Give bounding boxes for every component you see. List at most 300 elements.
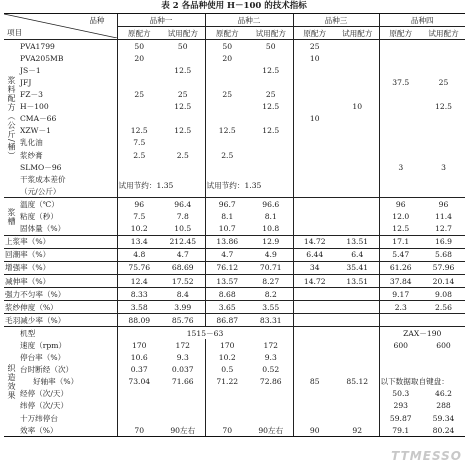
value-cell: 11.4 (435, 212, 452, 222)
value-cell: 2.5 (205, 149, 249, 161)
value-cell: 7.5 (117, 137, 161, 149)
value-cell (336, 288, 379, 301)
value-cell: 2.5 (176, 150, 189, 160)
item-label: 纬停（次/天） (20, 401, 69, 411)
value-cell: 34 (293, 261, 336, 274)
weaving-row (4, 352, 465, 364)
value-cell (293, 101, 336, 113)
value-cell: 8.4 (161, 288, 205, 301)
value-cell: 17.1 (379, 235, 422, 248)
value-cell (336, 364, 379, 376)
value-cell: 85.76 (161, 314, 205, 327)
value-cell: 4.7 (161, 248, 205, 261)
value-cell (379, 64, 422, 76)
value-cell: 10.6 (117, 352, 161, 364)
value-cell (379, 314, 422, 327)
value-cell: 17.52 (161, 274, 205, 287)
value-cell: 46.2 (435, 389, 452, 399)
value-cell: 96.7 (205, 198, 249, 211)
value-cell (161, 113, 205, 125)
value-cell (336, 339, 379, 351)
value-cell (379, 40, 422, 53)
value-cell (293, 388, 336, 400)
value-cell (379, 52, 422, 64)
value-cell (161, 412, 205, 424)
value-cell: 12.0 (379, 211, 422, 223)
value-cell (117, 412, 161, 424)
value-cell (422, 125, 465, 137)
value-cell: 0.52 (262, 365, 280, 375)
value-cell (422, 52, 465, 64)
section-slurry-label: 浆料配方（公斤/桶） (4, 40, 19, 198)
value-cell: 172 (263, 340, 278, 350)
value-cell: 35.41 (336, 261, 379, 274)
value-cell: 13.57 (205, 274, 249, 287)
value-cell: 8.2 (249, 288, 293, 301)
value-cell (117, 400, 161, 412)
value-cell (205, 113, 249, 125)
value-cell: 600 (379, 339, 422, 351)
item-label: 浆纱伸度（%） (4, 301, 117, 314)
formula-header: 原配方 (379, 27, 422, 40)
value-cell: 96 (117, 198, 161, 211)
slurry-row (4, 161, 465, 173)
item-label: 机型 (20, 328, 36, 338)
value-cell (336, 211, 379, 223)
value-cell: 25 (438, 78, 449, 88)
slurry-row (4, 52, 465, 64)
item-label: 十万纬停台 (20, 413, 58, 423)
value-cell: 12.5 (435, 102, 452, 112)
value-cell: 59.87 (379, 412, 422, 424)
value-cell: 10.8 (249, 223, 293, 236)
item-label: 效率（%） (19, 424, 117, 437)
value-cell: 50 (117, 40, 161, 53)
performance-row (4, 288, 465, 301)
value-cell: 6.4 (336, 248, 379, 261)
value-cell: 14.72 (293, 274, 336, 287)
value-cell: 288 (436, 401, 451, 411)
value-cell (336, 198, 379, 211)
value-cell (336, 89, 379, 101)
value-cell: 0.037 (171, 365, 194, 375)
value-cell: 12.5 (174, 102, 192, 112)
item-label: JS－1 (20, 65, 41, 75)
value-cell: 10.7 (205, 223, 249, 236)
item-label: 毛羽减少率（%） (4, 314, 117, 327)
value-cell: 96 (379, 198, 422, 211)
performance-row (4, 301, 465, 314)
value-cell: 76.12 (205, 261, 249, 274)
value-cell (422, 113, 465, 125)
value-cell: 68.69 (161, 261, 205, 274)
formula-header: 试用配方 (161, 27, 205, 40)
item-label: CMA－66 (20, 114, 57, 124)
item-label: 干浆成本差价 (20, 174, 66, 184)
value-cell: 9.17 (379, 288, 422, 301)
value-cell: 75.76 (117, 261, 161, 274)
value-cell: 3 (441, 162, 446, 172)
value-cell: 96.6 (262, 199, 280, 209)
value-cell: 20.14 (422, 274, 465, 287)
value-cell (249, 161, 293, 173)
value-cell: 212.45 (161, 235, 205, 248)
item-label: XZW－1 (20, 126, 51, 136)
value-cell: 3.99 (161, 301, 205, 314)
value-cell (336, 400, 379, 412)
value-cell (336, 388, 379, 400)
item-label: 强力不匀率（%） (4, 288, 117, 301)
item-label: 上浆率（%） (4, 235, 117, 248)
weaving-row (4, 339, 465, 351)
value-cell: 8.68 (205, 288, 249, 301)
item-label: 粘度（秒） (20, 212, 58, 222)
value-cell (205, 388, 249, 400)
value-cell: 170 (205, 339, 249, 351)
cost-row (4, 173, 465, 185)
value-cell: 90左右 (249, 424, 293, 437)
value-cell (117, 161, 161, 173)
slurry-row (4, 137, 465, 149)
value-cell (117, 113, 161, 125)
value-cell (379, 113, 422, 125)
value-cell: 12.5 (379, 223, 422, 236)
value-cell (293, 198, 336, 211)
item-label: 回潮率（%） (4, 248, 117, 261)
value-cell: 79.1 (379, 424, 422, 437)
value-cell (379, 364, 422, 376)
value-cell: 12.5 (262, 102, 280, 112)
value-cell: 12.5 (262, 126, 280, 136)
item-label: 浆纱膏 (20, 150, 43, 160)
value-cell (293, 137, 336, 149)
value-cell: 8.33 (117, 288, 161, 301)
cost-value: 试用节约：1.35 (205, 173, 293, 198)
item-label: H－100 (20, 102, 49, 112)
value-cell: 12.5 (117, 125, 161, 137)
value-cell: 25 (293, 40, 336, 53)
slurry-row (4, 40, 465, 53)
value-cell: 5.68 (422, 248, 465, 261)
item-label: 速度（rpm） (20, 340, 67, 350)
machine-row (4, 327, 465, 340)
performance-row (4, 235, 465, 248)
value-cell: 12.5 (262, 65, 280, 75)
value-cell (422, 64, 465, 76)
cost-value: 试用节约：1.35 (117, 173, 205, 198)
value-cell (249, 400, 293, 412)
value-cell (293, 211, 336, 223)
technical-indicators-table (4, 13, 465, 437)
slurry-row (4, 101, 465, 113)
value-cell (293, 161, 336, 173)
value-cell (249, 52, 293, 64)
value-cell: 71.66 (171, 377, 194, 387)
value-cell: 13.86 (205, 235, 249, 248)
value-cell: 9.3 (176, 353, 189, 363)
value-cell: 72.86 (259, 377, 282, 387)
value-cell (161, 388, 205, 400)
value-cell (379, 149, 422, 161)
value-cell: 12.4 (117, 274, 161, 287)
value-cell (336, 40, 379, 53)
value-cell: 57.96 (422, 261, 465, 274)
value-cell: 12.5 (174, 65, 192, 75)
formula-header: 原配方 (117, 27, 161, 40)
machine-type-value: ZAX－190 (379, 327, 465, 340)
formula-header: 试用配方 (336, 27, 379, 40)
value-cell: 70 (117, 424, 161, 437)
value-cell (336, 223, 379, 236)
value-cell (117, 388, 161, 400)
value-cell (336, 161, 379, 173)
value-cell: 90 (293, 424, 336, 437)
value-cell (117, 76, 161, 88)
item-label: PVA1799 (20, 41, 55, 51)
value-cell: 13.51 (336, 235, 379, 248)
item-label: 温度（℃） (20, 199, 59, 209)
value-cell (379, 137, 422, 149)
value-cell: 8.27 (249, 274, 293, 287)
value-cell (379, 125, 422, 137)
value-cell: 13.51 (336, 274, 379, 287)
value-cell (293, 76, 336, 88)
value-cell: 25 (265, 90, 276, 100)
value-cell: 12.5 (205, 125, 249, 137)
value-cell: 85 (293, 376, 336, 388)
value-cell (379, 101, 422, 113)
value-cell (379, 352, 422, 364)
value-cell (379, 89, 422, 101)
value-cell (205, 137, 249, 149)
value-cell (161, 137, 205, 149)
formula-header: 原配方 (293, 27, 336, 40)
value-cell: 2.5 (117, 149, 161, 161)
value-cell (336, 301, 379, 314)
value-cell: 71.22 (205, 376, 249, 388)
variety-header: 品种一 (117, 14, 205, 27)
performance-row (4, 261, 465, 274)
value-cell (336, 149, 379, 161)
value-cell (293, 412, 336, 424)
value-cell: 9.08 (422, 288, 465, 301)
value-cell: 10.2 (205, 352, 249, 364)
value-cell (293, 149, 336, 161)
value-cell (293, 352, 336, 364)
item-label: FZ－3 (20, 90, 43, 100)
item-label: JFJ (20, 78, 32, 88)
value-cell: 86.87 (205, 314, 249, 327)
slurry-row (4, 125, 465, 137)
value-cell (249, 137, 293, 149)
value-cell (293, 314, 336, 327)
section-tank-label: 浆槽 (4, 198, 19, 235)
value-cell (293, 64, 336, 76)
value-cell (205, 101, 249, 113)
value-cell (117, 101, 161, 113)
value-cell (379, 173, 465, 198)
value-cell: 88.09 (117, 314, 161, 327)
value-cell: 12.5 (174, 126, 192, 136)
value-cell (422, 89, 465, 101)
value-cell (293, 288, 336, 301)
formula-header: 试用配方 (422, 27, 465, 40)
header-corner (4, 14, 117, 40)
value-cell: 92 (336, 424, 379, 437)
value-cell: 25 (177, 90, 188, 100)
value-cell: 10 (293, 52, 336, 64)
item-label: PVA205MB (20, 53, 64, 63)
value-cell: 96 (438, 199, 449, 209)
item-label: 停台率（%） (20, 353, 66, 363)
data-source-note: 以下数据取自键盘： (379, 376, 465, 388)
value-cell (336, 412, 379, 424)
value-cell: 4.8 (117, 248, 161, 261)
value-cell: 25 (117, 89, 161, 101)
value-cell: 70 (205, 424, 249, 437)
value-cell: 10.5 (161, 223, 205, 236)
value-cell: 7.8 (176, 212, 189, 222)
value-cell: 12.7 (422, 223, 465, 236)
value-cell: 2.3 (379, 301, 422, 314)
value-cell: 50 (265, 41, 276, 51)
weaving-row (4, 424, 465, 437)
value-cell (293, 89, 336, 101)
weaving-row (4, 376, 465, 388)
value-cell: 9.3 (264, 353, 277, 363)
value-cell (117, 64, 161, 76)
value-cell: 293 (379, 400, 422, 412)
value-cell (249, 388, 293, 400)
value-cell (205, 161, 249, 173)
item-label: 乳化油 (20, 138, 43, 148)
value-cell: 4.9 (249, 248, 293, 261)
value-cell: 170 (117, 339, 161, 351)
value-cell (293, 301, 336, 314)
variety-header: 品种三 (293, 14, 379, 27)
value-cell (336, 76, 379, 88)
value-cell (336, 125, 379, 137)
variety-header: 品种四 (379, 14, 465, 27)
performance-row (4, 274, 465, 287)
value-cell (249, 149, 293, 161)
item-label: 台时断经（次） (20, 365, 74, 375)
slurry-row (4, 113, 465, 125)
table-caption: 表 2 各品种使用 H－100 的技术指标 (161, 1, 307, 11)
value-cell (293, 327, 379, 340)
value-cell: 600 (436, 340, 451, 350)
variety-header: 品种二 (205, 14, 293, 27)
section-weaving-label: 织造效果 (4, 327, 19, 437)
watermark-logo: TTMESSO (391, 449, 462, 463)
value-cell (422, 137, 465, 149)
value-cell (205, 412, 249, 424)
performance-row (4, 248, 465, 261)
value-cell (336, 137, 379, 149)
value-cell: 10 (352, 102, 363, 112)
value-cell: 83.31 (249, 314, 293, 327)
value-cell (249, 412, 293, 424)
slurry-row (4, 64, 465, 76)
value-cell: 16.9 (422, 235, 465, 248)
value-cell (336, 52, 379, 64)
value-cell: 14.72 (293, 235, 336, 248)
value-cell: 70.71 (249, 261, 293, 274)
formula-header: 试用配方 (249, 27, 293, 40)
value-cell (293, 125, 336, 137)
value-cell: 12.9 (249, 235, 293, 248)
value-cell: 50.3 (379, 388, 422, 400)
value-cell (293, 173, 379, 198)
value-cell: 20 (117, 52, 161, 64)
value-cell: 20 (205, 52, 249, 64)
value-cell: 6.44 (293, 248, 336, 261)
machine-type-value: 1515－63 (117, 327, 293, 340)
value-cell: 25 (205, 89, 249, 101)
value-cell: 50 (205, 40, 249, 53)
slurry-row (4, 76, 465, 88)
value-cell: 37.84 (379, 274, 422, 287)
item-label: 固体量（%） (19, 223, 117, 236)
value-cell (161, 161, 205, 173)
value-cell (336, 64, 379, 76)
value-cell (422, 364, 465, 376)
value-cell (293, 400, 336, 412)
value-cell: 0.5 (205, 364, 249, 376)
value-cell (422, 40, 465, 53)
value-cell: 73.04 (117, 376, 161, 388)
value-cell (422, 314, 465, 327)
value-cell (161, 52, 205, 64)
weaving-row (4, 364, 465, 376)
tank-row (4, 211, 465, 223)
item-label: SLMO－96 (20, 162, 62, 172)
item-label: （元/公斤） (19, 185, 117, 198)
corner-item-label: 项目 (7, 28, 23, 38)
value-cell: 172 (175, 340, 190, 350)
value-cell: 13.4 (117, 235, 161, 248)
item-label: 减伸率（%） (4, 274, 117, 287)
performance-row (4, 314, 465, 327)
value-cell: 8.1 (264, 212, 277, 222)
value-cell (249, 113, 293, 125)
value-cell: 0.37 (117, 364, 161, 376)
value-cell (336, 113, 379, 125)
value-cell (293, 364, 336, 376)
value-cell: 85.12 (346, 377, 369, 387)
value-cell: 50 (177, 41, 188, 51)
formula-header: 原配方 (205, 27, 249, 40)
value-cell: 96.4 (174, 199, 192, 209)
item-label: 经停（次/天） (20, 389, 69, 399)
value-cell (161, 76, 205, 88)
value-cell (205, 64, 249, 76)
value-cell (205, 76, 249, 88)
weaving-row (4, 388, 465, 400)
value-cell: 8.1 (205, 211, 249, 223)
value-cell: 80.24 (422, 424, 465, 437)
value-cell: 37.5 (379, 76, 422, 88)
item-label: 增强率（%） (4, 261, 117, 274)
value-cell: 3.58 (117, 301, 161, 314)
header-row (4, 14, 465, 27)
value-cell (293, 339, 336, 351)
value-cell: 10.2 (117, 223, 161, 236)
value-cell: 5.47 (379, 248, 422, 261)
value-cell: 3.55 (249, 301, 293, 314)
value-cell (205, 400, 249, 412)
corner-variety-label: 品种 (89, 16, 105, 25)
